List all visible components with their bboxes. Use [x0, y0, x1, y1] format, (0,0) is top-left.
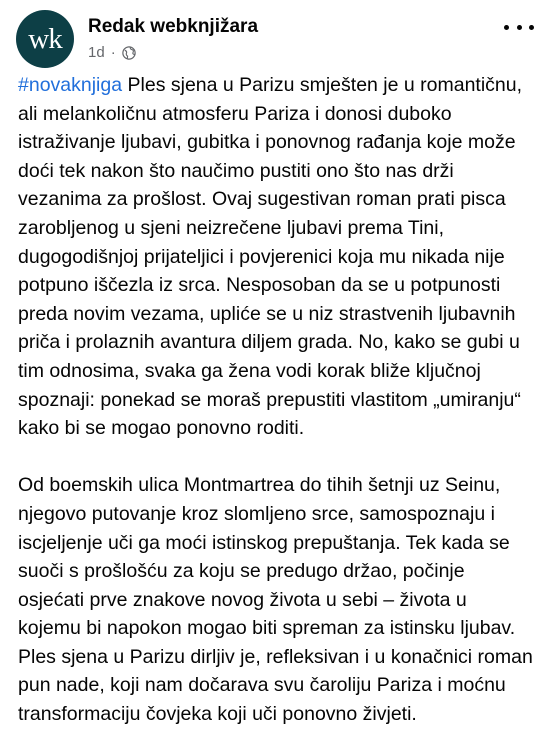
post-paragraph-2: Od boemskih ulica Montmartrea do tihih šetnji uz Seinu, njegovo putovanje kroz slomljeno srce, samospoznaju i iscjeljenje uči ga moći istinskog prepuštanja. Tek kada se suoči s prošlošću za koju se predugo držao, počinje osjećati prve znakove novog života u sebi – života u kojemu bi napokon mogao biti spreman za istinsku ljubav. Ples sjena u Parizu dirljiv je, refleksivan i u konačnici roman pun nade, koji nam dočarava svu čaroliju Pariza i moćnu transformaciju čovjeka koji uči ponovno živjeti. [18, 474, 533, 726]
globe-icon[interactable] [122, 46, 136, 60]
post-body [18, 71, 534, 729]
paragraph-1-text: Ples sjena u Parizu smješten je u romantičnu, ali melankoličnu atmosferu Pariza i donosi duboko istraživanje ljubavi, gubitka i ponovnog rađanja koje može doći tek nakon što naučimo pustiti ono što nas drži vezanima za prošlost. Ovaj sugestivan roman prati pisca zarobljenog u sjeni neizrečene ljubavi prema Tini, dugogodišnjoj prijateljici i povjerenici koja mu nikada nije potpuno iščezla iz srca. Nesposoban da se u potpunosti preda novim vezama, upliće se u niz strastvenih ljubavnih priča i prolaznih avantura diljem grada. No, kako se gubi u tim odnosima, svaka ga žena vodi korak bliže ključnoj spoznaji: ponekad se moraš prepustiti vlastitom „umiranju“ kako bi se mogao ponovno roditi. [18, 74, 523, 440]
post-timestamp[interactable]: 1d [88, 44, 105, 61]
page-name-link[interactable]: Redak webknjižara [88, 16, 259, 37]
post-meta [88, 44, 136, 61]
avatar-logo-text: wk [28, 22, 62, 55]
more-options-icon[interactable] [504, 18, 534, 36]
hashtag-link[interactable]: #novaknjiga [18, 74, 123, 96]
post-header [16, 8, 534, 64]
post-paragraph-1 [18, 71, 534, 443]
page-avatar[interactable] [16, 10, 74, 68]
meta-separator: · [110, 44, 116, 61]
